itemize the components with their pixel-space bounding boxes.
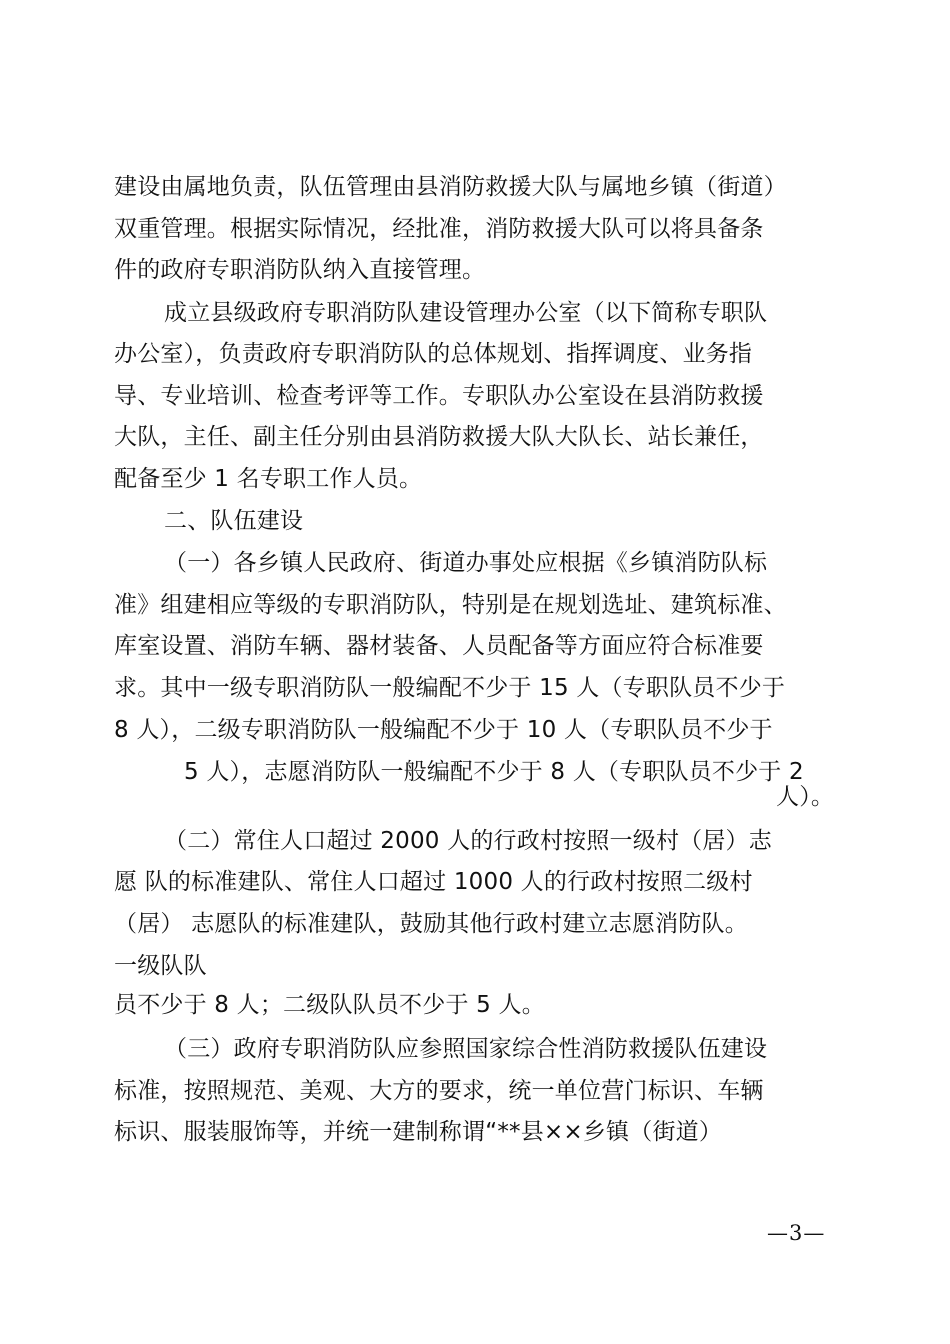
paragraph-line-20: 一级队队	[114, 953, 207, 979]
paragraph-line-23: 标准，按照规范、美观、大方的要求，统一单位营门标识、车辆	[114, 1078, 764, 1104]
paragraph-line-8: 配备至少 1 名专职工作人员。	[114, 466, 423, 492]
paragraph-line-3: 件的政府专职消防队纳入直接管理。	[114, 257, 486, 283]
paragraph-line-14: 8 人），二级专职消防队一般编配不少于 10 人（专职队员不少于	[114, 717, 773, 743]
paragraph-line-19: （居） 志愿队的标准建队，鼓励其他行政村建立志愿消防队。	[114, 911, 748, 937]
section-heading: 二、队伍建设	[164, 508, 304, 534]
paragraph-line-16: 人）。	[776, 784, 835, 810]
paragraph-line-12: 库室设置、消防车辆、器材装备、人员配备等方面应符合标准要	[114, 633, 764, 659]
paragraph-line-13: 求。其中一级专职消防队一般编配不少于 15 人（专职队员不少于	[114, 675, 786, 701]
paragraph-line-6: 导、专业培训、检查考评等工作。专职队办公室设在县消防救援	[114, 383, 764, 409]
paragraph-line-10: （一）各乡镇人民政府、街道办事处应根据《乡镇消防队标	[164, 550, 768, 576]
page-number: —3—	[767, 1221, 826, 1245]
paragraph-line-4: 成立县级政府专职消防队建设管理办公室（以下简称专职队	[164, 300, 768, 326]
paragraph-line-18: 愿 队的标准建队、常住人口超过 1000 人的行政村按照二级村	[114, 869, 753, 895]
paragraph-line-5: 办公室），负责政府专职消防队的总体规划、指挥调度、业务指	[114, 341, 753, 367]
paragraph-line-1: 建设由属地负责，队伍管理由县消防救援大队与属地乡镇（街道）	[114, 174, 787, 200]
paragraph-line-11: 准》组建相应等级的专职消防队，特别是在规划选址、建筑标准、	[114, 592, 787, 618]
paragraph-line-24: 标识、服装服饰等，并统一建制称谓“**县××乡镇（街道）	[114, 1119, 723, 1145]
paragraph-line-2: 双重管理。根据实际情况，经批准，消防救援大队可以将具备条	[114, 216, 764, 242]
paragraph-line-17: （二）常住人口超过 2000 人的行政村按照一级村（居）志	[164, 828, 772, 854]
paragraph-line-22: （三）政府专职消防队应参照国家综合性消防救援队伍建设	[164, 1036, 768, 1062]
paragraph-line-7: 大队，主任、副主任分别由县消防救援大队大队长、站长兼任，	[114, 424, 764, 450]
paragraph-line-21: 员不少于 8 人；二级队队员不少于 5 人。	[114, 992, 545, 1018]
paragraph-line-15: 5 人），志愿消防队一般编配不少于 8 人（专职队员不少于 2	[184, 759, 804, 785]
